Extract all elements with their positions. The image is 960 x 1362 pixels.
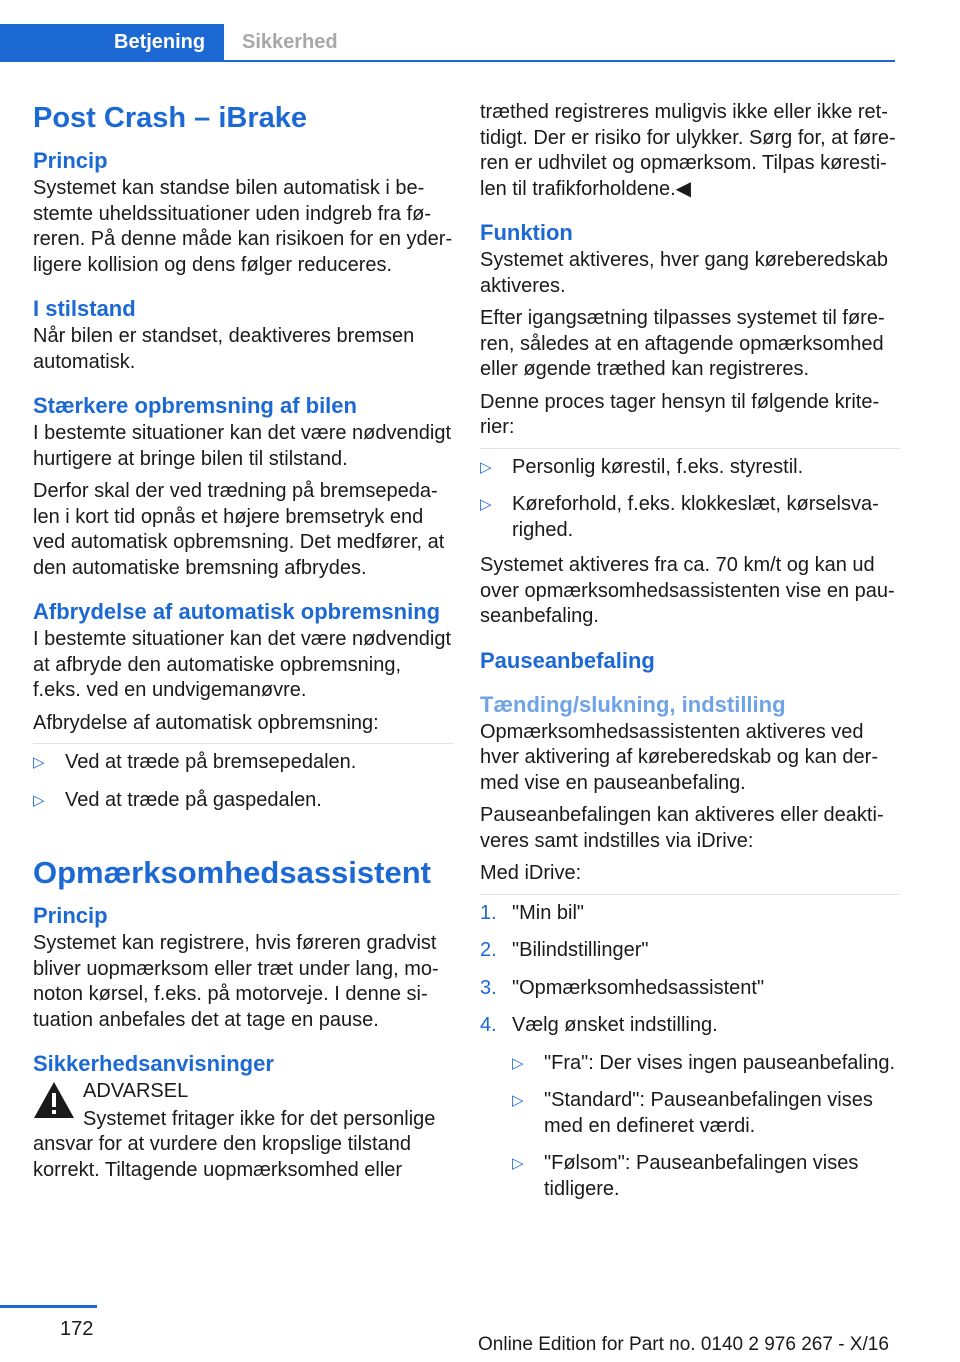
left-column	[33, 100, 453, 1190]
heading-pause: Pauseanbefaling	[480, 647, 655, 673]
step-text: "Min bil"	[512, 901, 584, 924]
paragraph-funktion-2: Efter igangsætning tilpasses systemet til føreren, således at en aftagende opmærksomhed eller øgende træthed kan registreres.	[480, 307, 885, 380]
option-item: ▷ "Følsom": Pauseanbefalingen vises tidligere.	[512, 1145, 900, 1208]
warning-text: Systemet fritager ikke for det personlige ansvar for at vurdere den kropslige tilstand korrekt. Tiltagende uopmærksomhed eller	[33, 1107, 436, 1181]
paragraph-afbrydelse-1: I bestemte situationer kan det være nødvendigt at afbryde den automatiske opbremsning, f.eks. ved en undvigemanøvre.	[33, 628, 452, 701]
right-column	[480, 100, 900, 1218]
paragraph-pause-3: Med iDrive:	[480, 862, 582, 884]
section-title-post-crash: Post Crash – iBrake	[33, 102, 308, 134]
step-number: 1.	[480, 901, 497, 924]
list-item: ▷ Ved at træde på gaspedalen.	[33, 782, 453, 820]
paragraph-staerkere-1: I bestemte situationer kan det være nødvendigt hurtigere at bringe bilen til stilstand.	[33, 422, 452, 470]
step-item	[480, 932, 900, 970]
paragraph-funktion-3: Denne proces tager hensyn til følgende kriterier:	[480, 390, 880, 438]
paragraph-continued: træthed registreres muligvis ikke eller ikke rettidigt. Der er risiko for ulykker. Sørg for, at føreren er udhvilet og opmærksom. Tilpas kørestilen til trafikforholdene.◀	[480, 101, 896, 200]
tab-sikkerhed[interactable]: Sikkerhed	[242, 31, 338, 53]
heading-princip-2: Princip	[33, 903, 108, 928]
step-text: "Bilindstillinger"	[512, 939, 649, 961]
paragraph-afbrydelse-2: Afbrydelse af automatisk opbremsning:	[33, 711, 379, 734]
list-item: ▷ Køreforhold, f.eks. klokkeslæt, kørselsvarighed.	[480, 486, 900, 549]
step-number: 4.	[480, 1014, 497, 1036]
section-title-opmaerksomhed: Opmærksomhedsassistent	[33, 855, 431, 890]
step-number: 2.	[480, 939, 497, 961]
section-tabbar	[0, 24, 895, 62]
step-item	[480, 970, 900, 1008]
page-number-rule	[0, 1305, 97, 1308]
option-item: ▷ "Standard": Pauseanbefalingen vises med en defineret værdi.	[512, 1082, 900, 1145]
idrive-steps	[480, 894, 900, 1215]
step-item	[480, 1007, 900, 1214]
paragraph-pause-1: Opmærksomhedsassistenten aktiveres ved hver aktivering af køreberedskab og kan dermed vise en pauseanbefaling.	[480, 720, 878, 794]
list-item: ▷ Ved at træde på bremsepedalen.	[33, 744, 453, 782]
option-list	[512, 1045, 900, 1209]
footer-edition: Online Edition for Part no. 0140 2 976 267 - X/16	[478, 1334, 889, 1355]
heading-taending: Tænding/slukning, indstilling	[480, 691, 786, 717]
afbrydelse-list	[33, 743, 453, 819]
paragraph-stilstand: Når bilen er standset, deaktiveres bremsen automatisk.	[33, 325, 415, 373]
step-text: "Opmærksomhedsassistent"	[512, 976, 765, 999]
paragraph-funktion-1: Systemet aktiveres, hver gang kørеberedskab aktiveres.	[480, 249, 888, 297]
paragraph-funktion-4: Systemet aktiveres fra ca. 70 km/t og kan ud over opmærksomhedsassistenten vise en pauseanbefaling.	[480, 554, 895, 627]
warning-triangle-icon	[33, 1081, 75, 1119]
heading-princip: Princip	[33, 148, 108, 173]
paragraph-staerkere-2: Derfor skal der ved trædning på bremsepedalen i kort tid opnås et højere bremsetryk end ved automatisk opbremsning. Det medfører, at den automatiske bremsning afbrydes.	[33, 480, 445, 579]
warning-block	[33, 1079, 453, 1105]
tab-betjening[interactable]: Betjening	[0, 24, 224, 62]
heading-afbrydelse: Afbrydelse af automatisk opbremsning	[33, 599, 441, 624]
paragraph-princip-2: Systemet kan registrere, hvis føreren gradvist bliver uopmærksom eller træt under lang, monoton kørsel, f.eks. på motorveje. I denne situation anbefales det at tage en pause.	[33, 932, 439, 1031]
list-item: ▷ Personlig kørestil, f.eks. styrestil.	[480, 449, 900, 487]
step-text: Vælg ønsket indstilling.	[512, 1014, 718, 1036]
paragraph-pause-2: Pauseanbefalingen kan aktiveres eller deaktiveres samt indstilles via iDrive:	[480, 804, 884, 852]
funktion-list	[480, 448, 900, 550]
heading-staerkere: Stærkere opbremsning af bilen	[33, 393, 357, 418]
heading-sikkerhed: Sikkerhedsanvisninger	[33, 1051, 274, 1076]
option-item: ▷ "Fra": Der vises ingen pauseanbefaling.	[512, 1045, 900, 1083]
warning-title: ADVARSEL	[83, 1080, 189, 1102]
heading-funktion: Funktion	[480, 220, 573, 245]
paragraph-princip: Systemet kan standse bilen automatisk i bestemte uheldssituationer uden indgreb fra føreren. På denne måde kan risikoen for en yderligere kollision og dens følger reduceres.	[33, 177, 453, 276]
step-item	[480, 895, 900, 933]
heading-stilstand: I stilstand	[33, 296, 136, 321]
step-number: 3.	[480, 976, 497, 999]
page-number: 172	[60, 1318, 94, 1340]
